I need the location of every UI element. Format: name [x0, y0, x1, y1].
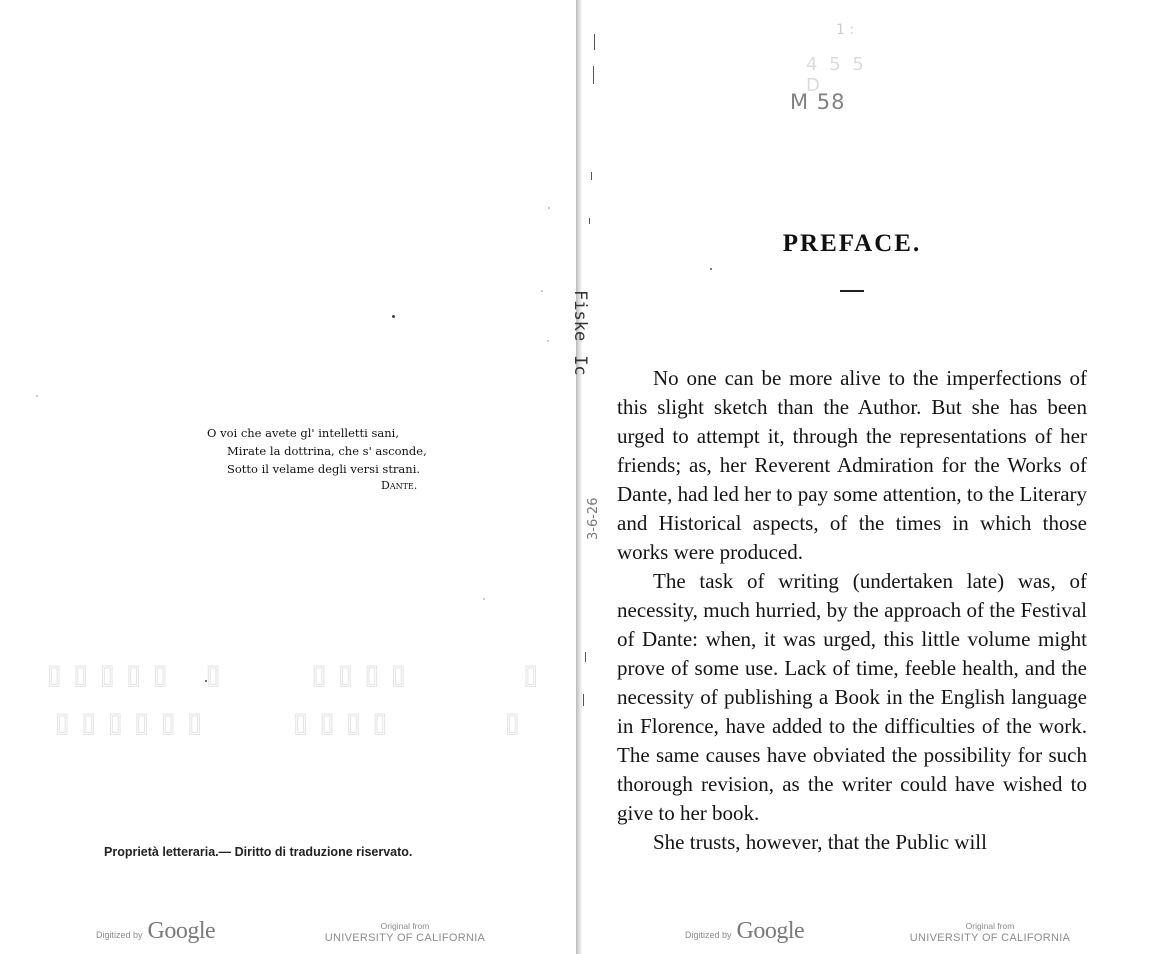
margin-mark — [594, 34, 595, 50]
left-page — [0, 0, 576, 954]
source-attribution — [900, 920, 1080, 944]
paragraph: The task of writing (undertaken late) was, of necessity, much hurried, by the approach of the Festival of Dante: when, it was urged, this little volume might prove of some use. Lack of time, feeble health, and the necessity of publishing a Book in the English language in Florence, have added to the difficulties of the work. The same causes have obviated the possibility for such thorough revision, as the writer could have wished to give to her book. — [617, 569, 1087, 825]
speck — [547, 340, 549, 342]
fiske-shelf: Ic — [570, 355, 590, 376]
epigraph — [207, 424, 477, 494]
original-from-label: Original from — [965, 921, 1015, 931]
fiske-name: Fiske — [570, 290, 590, 342]
margin-mark — [591, 172, 592, 180]
fiske-stamp — [570, 290, 590, 376]
title-rule — [840, 290, 864, 292]
speck — [483, 598, 485, 600]
library-mark-faint: 1 : — [836, 22, 855, 38]
google-logo: Google — [147, 918, 216, 944]
margin-mark — [589, 218, 590, 224]
paragraph: She trusts, however, that the Public will — [653, 830, 987, 854]
margin-mark — [593, 66, 594, 84]
source-attribution — [315, 920, 495, 944]
google-attribution — [96, 918, 215, 945]
margin-mark — [585, 652, 586, 662]
call-number: M 58 — [790, 90, 846, 114]
epigraph-attribution: Dante. — [381, 479, 418, 492]
bleed-through-text: ▯▯▯▯▯▯ ▯▯▯▯ ▯ — [52, 702, 529, 742]
margin-mark — [583, 694, 584, 706]
page-title: PREFACE. — [782, 230, 922, 257]
speck — [392, 315, 395, 318]
original-from-label: Original from — [380, 921, 430, 931]
google-logo: Google — [736, 918, 805, 944]
preface-body — [617, 364, 1087, 857]
epigraph-line: Sotto il velame degli versi strani. — [227, 462, 421, 476]
library-mark-faint: 4 5 5 D — [806, 54, 867, 96]
paragraph: No one can be more alive to the imperfections of this slight sketch than the Author. But she has been urged to attempt it, through the representations of her friends; as, her Reverent Admiration for the Works of Dante, had led her to pay some attention, to the Literary and Historical aspects, of the times in which those works were produced. — [617, 366, 1088, 564]
speck — [548, 207, 550, 209]
copyright-notice: Proprietà letteraria.— Diritto di traduzione riservato. — [104, 845, 413, 859]
speck — [710, 268, 712, 270]
library-call-number — [782, 22, 892, 122]
institution-name: UNIVERSITY OF CALIFORNIA — [909, 932, 1071, 944]
epigraph-line: O voi che avete gl' intelletti sani, — [207, 426, 399, 440]
bleed-through-text: ▯▯▯▯▯ ▯ ▯▯▯▯ ▯ — [44, 654, 547, 694]
digitized-label: Digitized by — [685, 930, 732, 940]
speck — [541, 290, 543, 292]
google-attribution — [685, 918, 804, 945]
right-page — [570, 0, 1156, 954]
institution-name: UNIVERSITY OF CALIFORNIA — [324, 932, 486, 944]
epigraph-line: Mirate la dottrina, che s' asconde, — [227, 444, 427, 458]
date-stamp: 3-6-26 — [586, 497, 601, 540]
speck — [36, 395, 38, 397]
digitized-label: Digitized by — [96, 930, 143, 940]
